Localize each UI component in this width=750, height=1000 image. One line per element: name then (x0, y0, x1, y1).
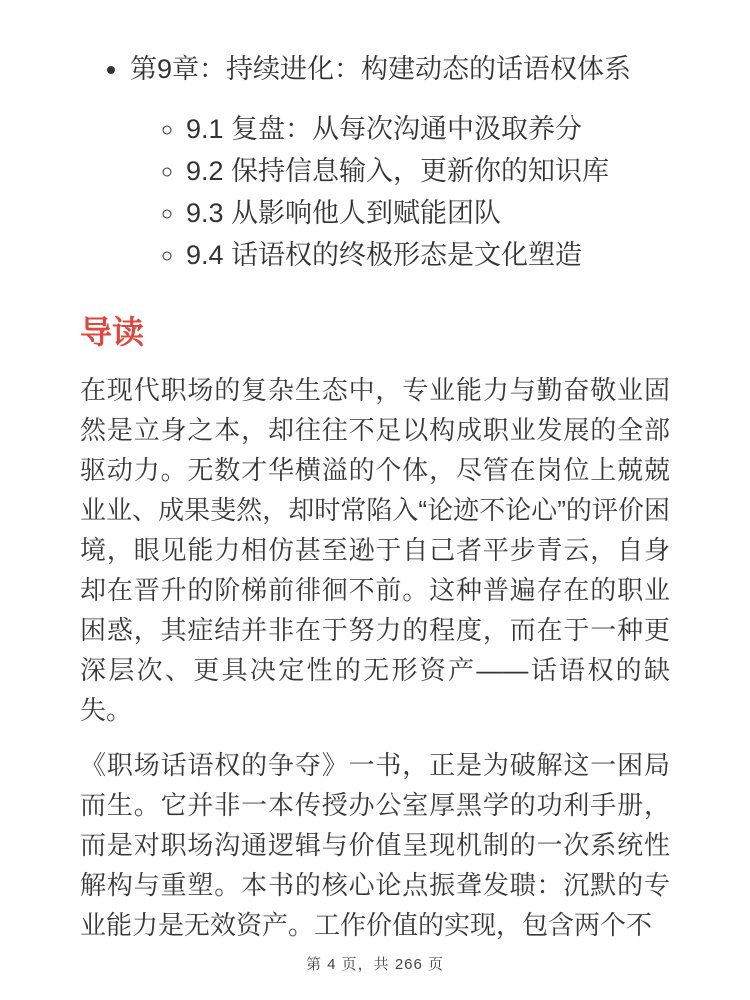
page-number-footer: 第 4 页，共 266 页 (305, 956, 445, 973)
toc-section-item-9-2: ◦ 9.2 保持信息输入，更新你的知识库 (186, 150, 670, 192)
toc-section-item-9-3: ◦ 9.3 从影响他人到赋能团队 (186, 192, 670, 234)
toc-list (80, 48, 670, 276)
toc-section-item-9-1: ◦ 9.1 复盘：从每次沟通中汲取养分 (186, 108, 670, 150)
toc-sublist (130, 108, 670, 276)
toc-section-item-9-4: ◦ 9.4 话语权的终极形态是文化塑造 (186, 234, 670, 276)
intro-section-heading: 导读 (80, 314, 145, 350)
intro-paragraph-1: 在现代职场的复杂生态中，专业能力与勤奋敬业固然是立身之本，却往往不足以构成职业发展的全部驱动力。无数才华横溢的个体，尽管在岗位上兢兢业业、成果斐然，却时常陷入“论迹不论心”的评价困境，眼见能力相仿甚至逊于自己者平步青云，自身却在晋升的阶梯前徘徊不前。这种普遍存在的职业困惑，其症结并非在于努力的程度，而在于一种更深层次、更具决定性的无形资产——话语权的缺失。 (80, 375, 670, 725)
toc-chapter-label: 第9章：持续进化：构建动态的话语权体系 (130, 54, 632, 84)
intro-paragraph-2: 《职场话语权的争夺》一书，正是为破解这一困局而生。它并非一本传授办公室厚黑学的功利手册，而是对职场沟通逻辑与价值呈现机制的一次系统性解构与重塑。本书的核心论点振聋发聩：沉默的专业能力是无效资产。工作价值的实现，包含两个不 (80, 750, 670, 940)
toc-chapter-item (130, 48, 670, 276)
